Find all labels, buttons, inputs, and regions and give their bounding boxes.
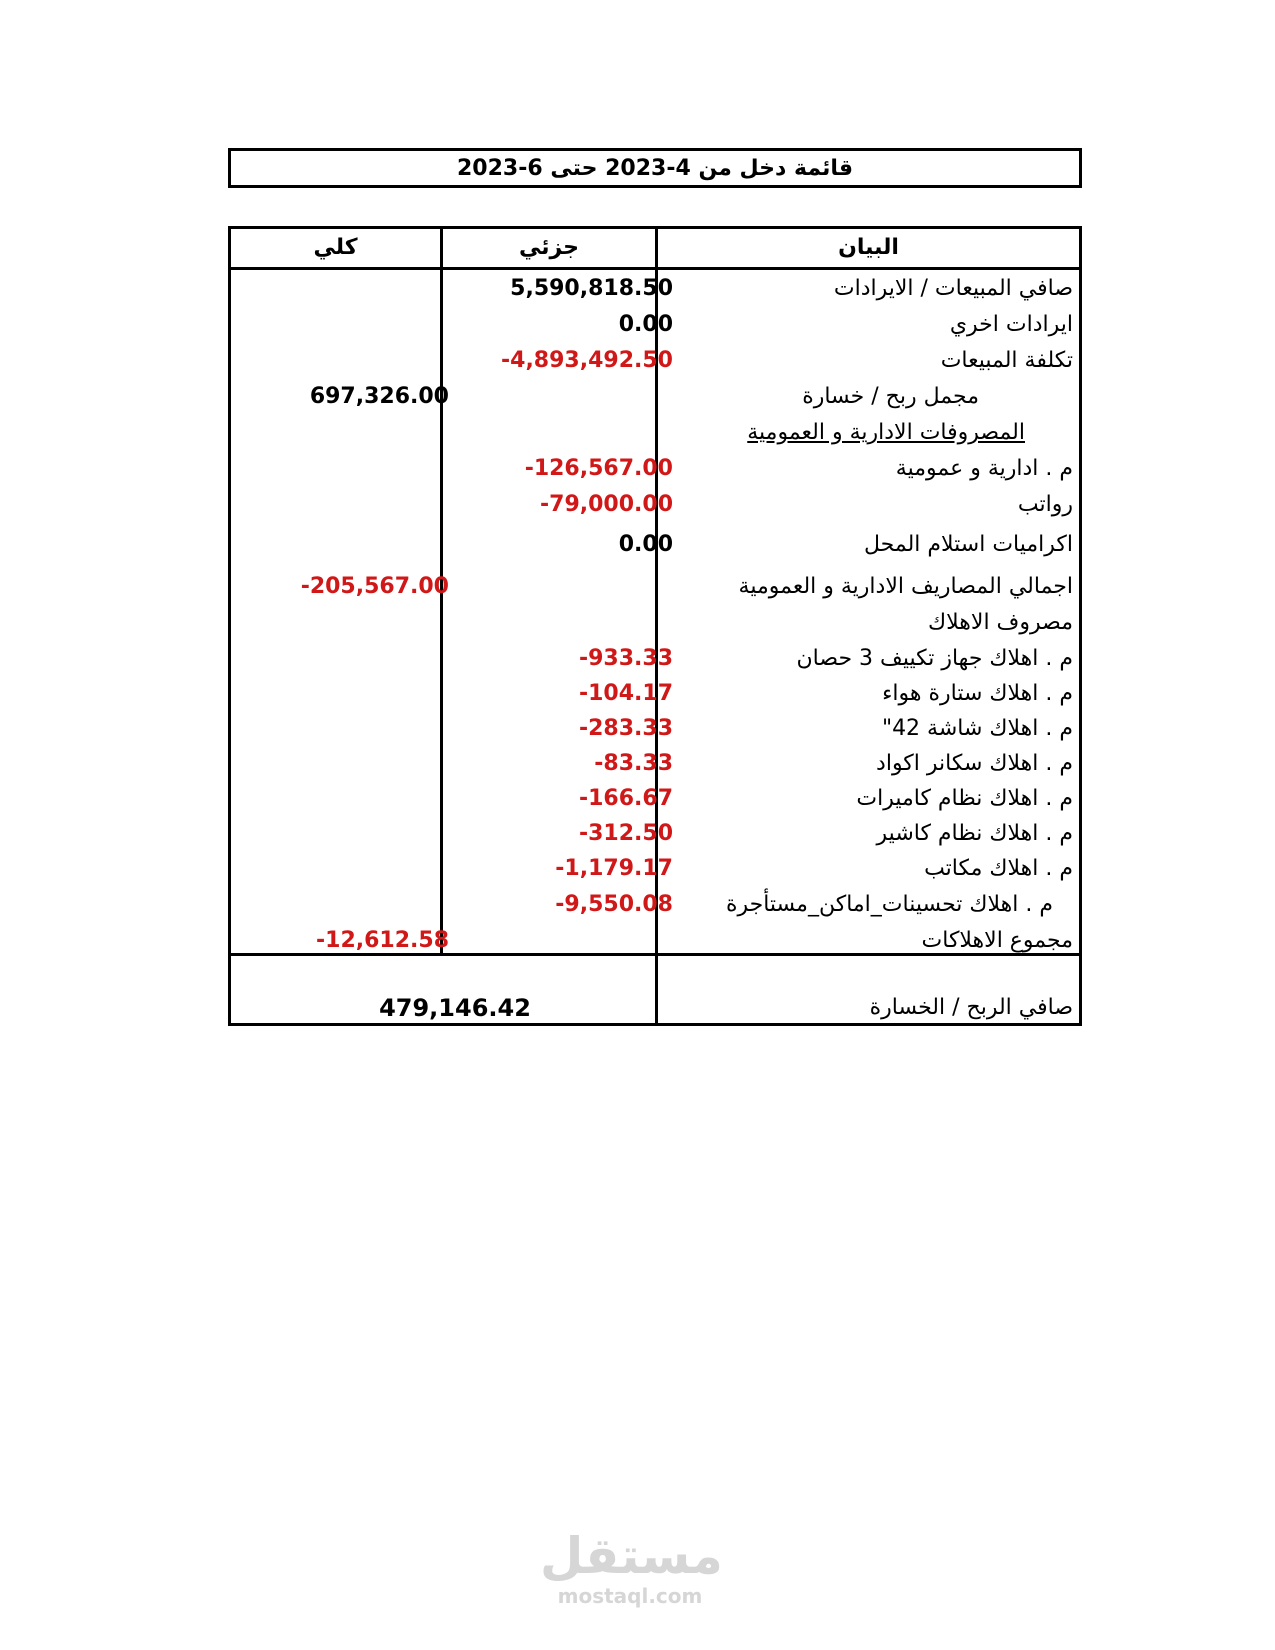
row-label: مجمل ربح / خسارة: [802, 384, 979, 409]
row-total-value: 697,326.00: [309, 384, 449, 409]
watermark-latin: mostaql.com: [557, 1584, 703, 1608]
row-partial-value: -933.33: [578, 646, 673, 671]
row-label: مجموع الاهلاكات: [921, 928, 1073, 953]
row-partial-value: -83.33: [594, 751, 673, 776]
row-partial-value: -126,567.00: [524, 456, 673, 481]
net-profit-value: 479,146.42: [379, 994, 531, 1022]
header-partial: جزئي: [518, 235, 580, 260]
row-label: رواتب: [1017, 492, 1073, 517]
row-partial-value: -9,550.08: [555, 892, 673, 917]
row-label: م . اهلاك شاشة 42": [881, 716, 1073, 741]
header-description: البيان: [838, 235, 899, 260]
watermark-arabic: مستقل: [540, 1527, 723, 1585]
watermark-logo: [540, 1527, 723, 1608]
row-label: م . اهلاك نظام كاميرات: [856, 786, 1073, 811]
row-partial-value: -1,179.17: [555, 856, 673, 881]
row-label: م . اهلاك تحسينات_اماكن_مستأجرة: [725, 892, 1053, 917]
row-partial-value: -312.50: [578, 821, 673, 846]
row-label: مصروف الاهلاك: [928, 610, 1073, 635]
header-total: كلي: [313, 235, 358, 260]
row-label: م . اهلاك ستارة هواء: [882, 681, 1073, 706]
row-partial-value: -166.67: [578, 786, 673, 811]
row-partial-value: -79,000.00: [540, 492, 673, 517]
row-partial-value: -104.17: [578, 681, 673, 706]
header-divider: [231, 267, 1079, 270]
row-total-value: -12,612.58: [316, 928, 449, 953]
row-label: تكلفة المبيعات: [940, 348, 1073, 373]
row-total-value: -205,567.00: [300, 574, 449, 599]
row-partial-value: -4,893,492.50: [501, 348, 673, 373]
row-label: اجمالي المصاريف الادارية و العمومية: [738, 574, 1073, 599]
row-partial-value: -283.33: [578, 716, 673, 741]
row-label: م . ادارية و عمومية: [895, 456, 1073, 481]
row-label: المصروفات الادارية و العمومية: [747, 420, 1025, 445]
row-label: م . اهلاك نظام كاشير: [876, 821, 1073, 846]
row-label: م . اهلاك جهاز تكييف 3 حصان: [796, 646, 1073, 671]
row-partial-value: 0.00: [618, 532, 673, 557]
net-profit-label: صافي الربح / الخسارة: [869, 995, 1073, 1020]
row-partial-value: 0.00: [618, 312, 673, 337]
row-label: ايرادات اخري: [949, 312, 1073, 337]
report-title: قائمة دخل من 4-2023 حتى 6-2023: [228, 148, 1082, 188]
row-label: م . اهلاك سكانر اكواد: [876, 751, 1073, 776]
income-statement-table: [228, 226, 1082, 1026]
row-label: صافي المبيعات / الايرادات: [833, 276, 1073, 301]
row-partial-value: 5,590,818.50: [510, 276, 673, 301]
row-label: اكراميات استلام المحل: [864, 532, 1073, 557]
row-label: م . اهلاك مكاتب: [924, 856, 1073, 881]
